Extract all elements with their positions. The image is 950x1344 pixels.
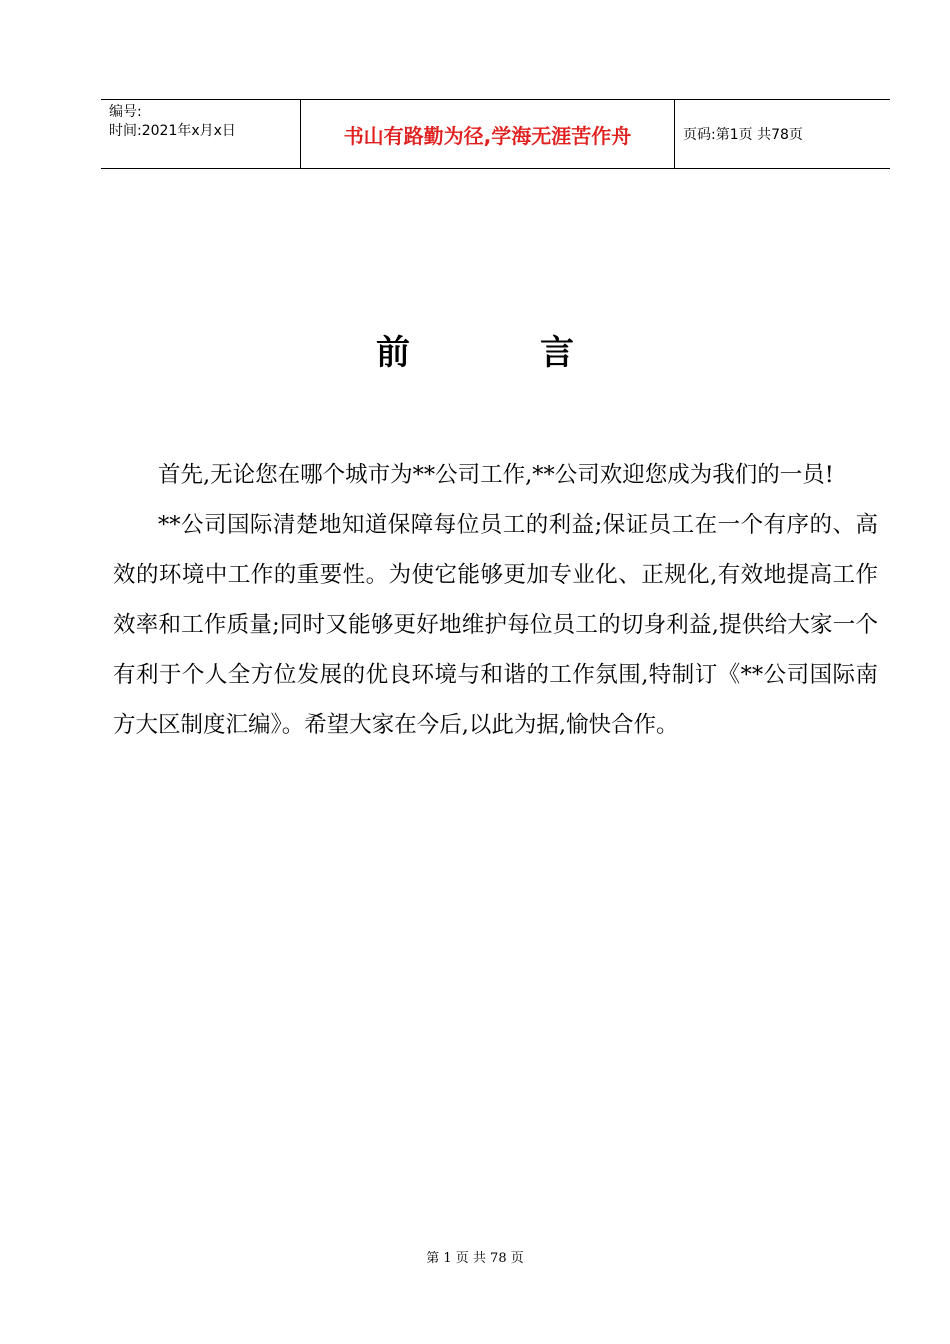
body-content [113, 450, 878, 750]
number-label: 编号: [109, 104, 142, 120]
footer-page-number: 第 1 页 共 78 页 [426, 1251, 524, 1266]
page-title: 前言 [376, 333, 704, 373]
page-footer [0, 1247, 950, 1266]
paragraph: 首先,无论您在哪个城市为**公司工作,**公司欢迎您成为我们的一员! [158, 462, 834, 488]
header-meta [101, 100, 301, 168]
document-header [101, 99, 890, 169]
paragraph: **公司国际清楚地知道保障每位员工的利益;保证员工在一个有序的、高效的环境中工作的重要性。为使它能够更加专业化、正规化,有效地提高工作效率和工作质量;同时又能够更好地维护每位员工的切身利益,提供给大家一个有利于个人全方位发展的优良环境与和谐的工作氛围,特制订《**公司国际南方大区制度汇编》。希望大家在今后,以此为据,愉快合作。 [113, 512, 878, 738]
header-page-info: 页码:第1页 共78页 [683, 127, 803, 143]
header-motto: 书山有路勤为径,学海无涯苦作舟 [301, 100, 675, 168]
time-label: 时间:2021年x月x日 [109, 123, 236, 139]
